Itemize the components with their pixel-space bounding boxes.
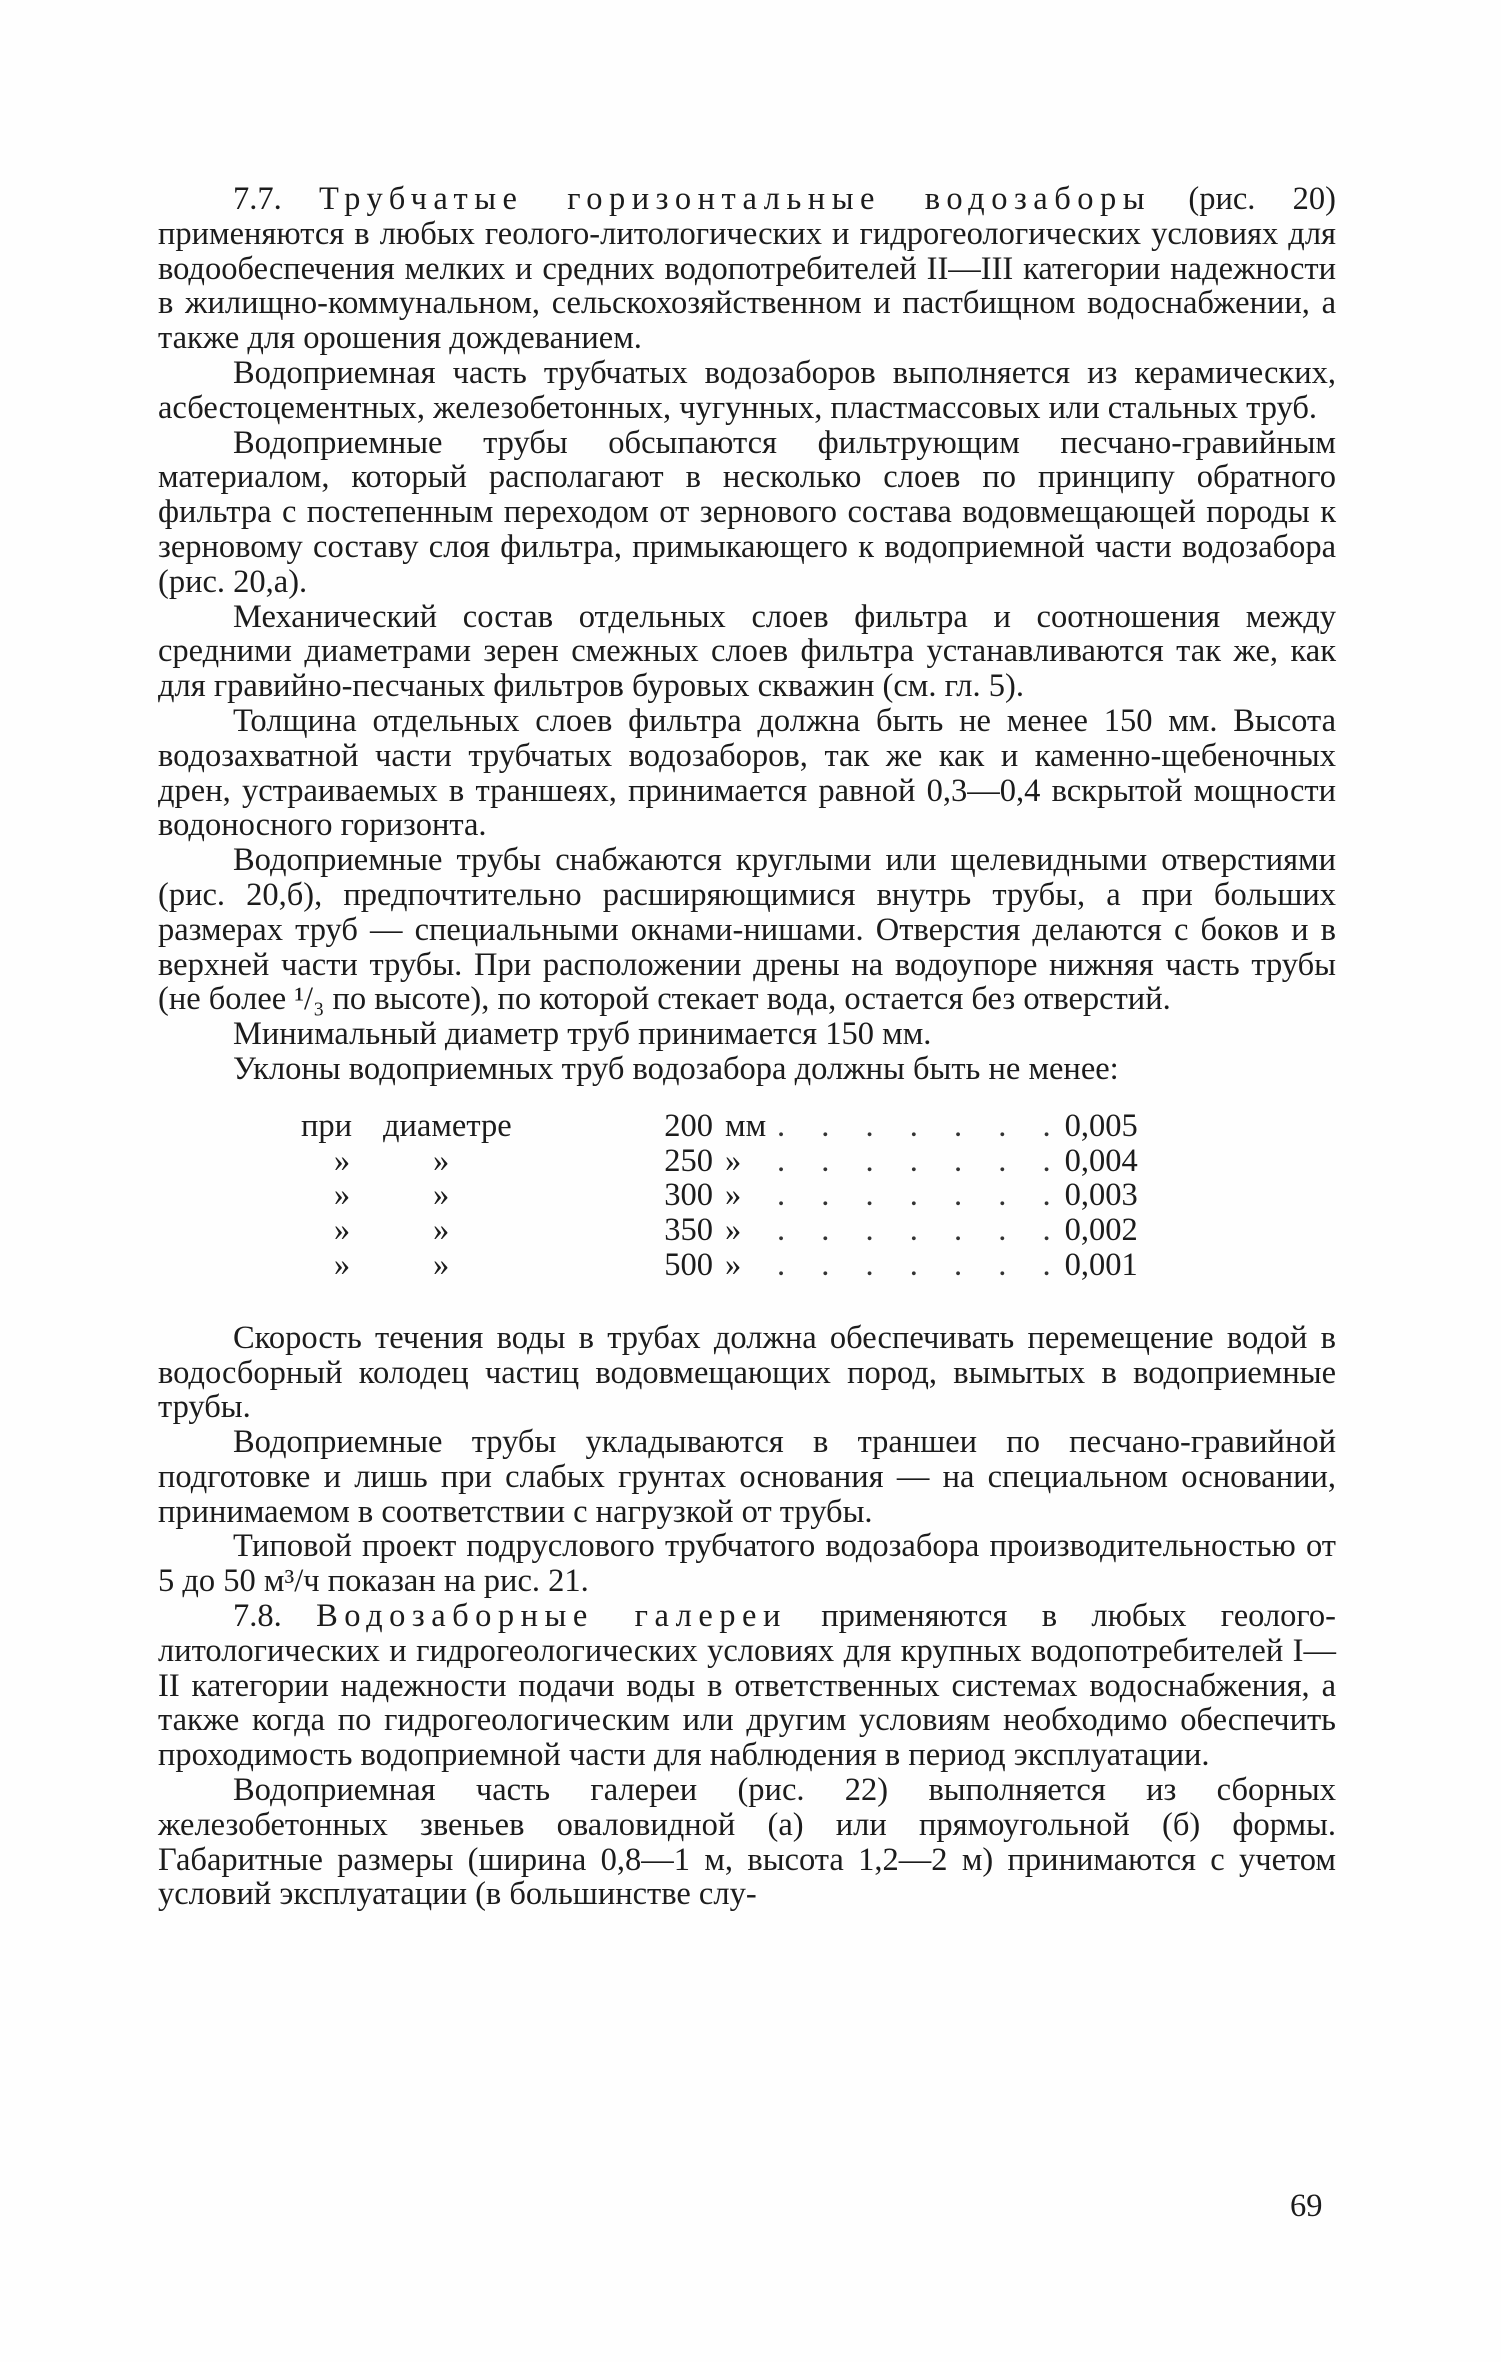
table-cell-leader-dots: . . . . . . . [777, 1246, 1065, 1283]
table-cell-leader-dots: . . . . . . . [777, 1142, 1065, 1179]
table-cell-slope-value: 0,001 [1064, 1246, 1138, 1283]
section-title-galleries: Водозаборные галереи [316, 1598, 787, 1635]
paragraph-pipe-laying: Водоприемные трубы укладываются в траншеи по песчано-гравийной подготовке и лишь при слабых грунтах основания — на специальном основании, принимаемом в соответствии с нагрузкой от трубы. [158, 1424, 1336, 1530]
table-cell-diameter: диаметре [383, 1107, 512, 1144]
section-number-7-7: 7.7. [233, 181, 282, 217]
table-row [158, 1178, 1185, 1213]
table-cell-diameter [383, 1213, 638, 1248]
table-row [158, 1248, 1185, 1283]
table-cell-slope-value: 0,003 [1064, 1177, 1138, 1214]
table-row [158, 1109, 1185, 1144]
table-cell-size: 200 [664, 1107, 713, 1144]
table-cell-slope-value: 0,004 [1064, 1142, 1138, 1179]
paragraph-mechanical-composition: Механический состав отдельных слоев фильтра и соотношения между средними диаметрами зерен смежных слоев фильтра устанавливаются так же, как для гравийно-песчаных фильтров буровых скважин (см. гл. 5). [158, 598, 1336, 705]
table-cell-diameter [383, 1178, 638, 1213]
table-cell-unit: » [725, 1142, 742, 1179]
table-cell-size: 500 [664, 1246, 713, 1283]
table-cell-size: 300 [664, 1177, 713, 1214]
table-cell-size: 250 [664, 1142, 713, 1179]
page-number: 69 [1290, 2188, 1323, 2224]
table-cell-pri: » [333, 1212, 351, 1249]
table-cell-diameter [383, 1144, 638, 1179]
paragraph-text: (рис. 20) применяются в любых геолого-литологических и гидрогеологических условиях для водообеспечения мелких и средних водопотребителей II—III категории надежности в жилищно-коммунальном, сельскохозяйственном и пастбищном водоснабжении, а также для орошения дождеванием. [158, 181, 1337, 357]
paragraph-7-7 [158, 182, 1336, 356]
table-cell-pri: при [301, 1107, 353, 1144]
paragraph-text: применяются в любых геолого-литологических и гидрогеологических условиях для крупных водопотребителей I—II категории надежности подачи воды в ответственных системах водоснабжения, а также когда по гидрогеологическим или другим условиям необходимо обеспечить проходимость водоприемной части для наблюдения в период эксплуатации. [158, 1598, 1337, 1774]
paragraph-7-8 [158, 1599, 1336, 1773]
table-cell-leader-dots: . . . . . . . [777, 1177, 1065, 1214]
table-cell-leader-dots: . . . . . . . [777, 1107, 1065, 1144]
table-row [158, 1144, 1185, 1179]
table-cell-pri: » [333, 1246, 351, 1283]
table-cell-unit: » [725, 1246, 742, 1283]
ditto-mark: » [433, 1142, 450, 1179]
paragraph-gallery-construction: Водоприемная часть галереи (рис. 22) выполняется из сборных железобетонных звеньев оваловидной (а) или прямоугольной (б) формы. Габаритные размеры (ширина 0,8—1 м, высота 1,2—2 м) принимаются с учетом условий эксплуатации (в большинстве слу- [158, 1772, 1336, 1913]
ditto-mark: » [433, 1177, 450, 1214]
paragraph-slopes-intro: Уклоны водоприемных труб водозабора должны быть не менее: [233, 1050, 1119, 1087]
table-cell-slope-value: 0,002 [1064, 1212, 1138, 1249]
main-text-column [158, 182, 1336, 1912]
paragraph-minimum-diameter: Минимальный диаметр труб принимается 150 мм. [233, 1016, 932, 1053]
table-cell-slope-value: 0,005 [1064, 1107, 1138, 1144]
table-cell-unit: » [725, 1177, 742, 1214]
paragraph-filter-backfill: Водоприемные трубы обсыпаются фильтрующим песчано-гравийным материалом, который располагают в несколько слоев по принципу обратного фильтра с постепенным переходом от зернового состава водовмещающей породы к зерновому составу слоя фильтра, примыкающего к водоприемной части водозабора (рис. 20,а). [158, 424, 1336, 600]
table-cell-pri: » [333, 1177, 351, 1214]
table-cell-pri: » [333, 1142, 351, 1179]
paragraph-flow-velocity: Скорость течения воды в трубах должна обеспечивать перемещение водой в водосборный колодец частиц водовмещающих пород, вымытых в водоприемные трубы. [158, 1319, 1336, 1426]
paragraph-layer-thickness: Толщина отдельных слоев фильтра должна быть не менее 150 мм. Высота водозахватной части трубчатых водозаборов, так же как и каменно-щебеночных дрен, устраиваемых в траншеях, принимается равной 0,3—0,4 вскрытой мощности водоносного горизонта. [158, 702, 1336, 844]
section-number-7-8: 7.8. [233, 1598, 282, 1635]
paragraph-pipe-openings: Водоприемные трубы снабжаются круглыми или щелевидными отверстиями (рис. 20,б), предпочтительно расширяющимися внутрь трубы, а при больших размерах труб — специальными окнами-нишами. Отверстия делаются с боков и в верхней части трубы. При расположении дрены на водоупоре нижняя часть трубы (не более ¹/₃ по высоте), по которой стекает вода, остается без отверстий. [158, 842, 1336, 1018]
paragraph-typical-project: Типовой проект подруслового трубчатого водозабора производительностью от 5 до 50 м³/ч показан на рис. 21. [158, 1528, 1336, 1600]
table-cell-diameter [383, 1248, 638, 1283]
table-row [158, 1213, 1185, 1248]
ditto-mark: » [433, 1246, 450, 1283]
table-cell-leader-dots: . . . . . . . [777, 1212, 1065, 1249]
slope-table [158, 1109, 1185, 1283]
section-title-pipe-intakes: Трубчатые горизонтальные водозаборы [319, 181, 1152, 217]
paragraph-intake-material: Водоприемная часть трубчатых водозаборов выполняется из керамических, асбестоцементных, железобетонных, чугунных, пластмассовых или стальных труб. [158, 354, 1336, 426]
ditto-mark: » [433, 1212, 450, 1249]
table-cell-unit: » [725, 1212, 742, 1249]
table-cell-unit: мм [725, 1107, 767, 1144]
table-cell-size: 350 [664, 1212, 713, 1249]
